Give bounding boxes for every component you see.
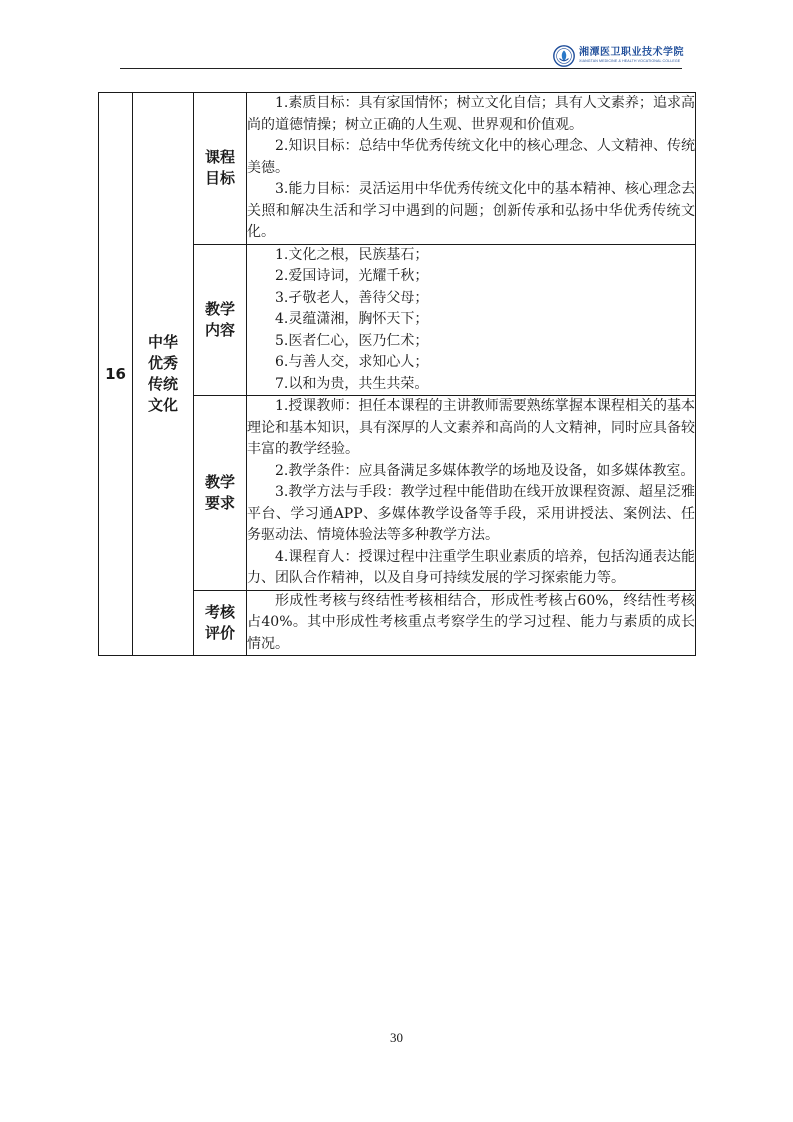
header-divider <box>120 68 682 69</box>
section-requirements <box>247 396 696 591</box>
list-item: 3.孑敬老人，善待父母； <box>275 289 429 306</box>
list-item: 6.与善人交，求知心人； <box>275 354 429 370</box>
course-name-line: 中华 <box>147 333 178 351</box>
list-item: 7.以和为贵，共生共荣。 <box>275 375 429 392</box>
requirement-paragraph: 3.教学方法与手段：教学过程中能借助在线开放课程资源、超星泛雅平台、学习通APP、多媒体教学设备等手段，采用讲授法、案例法、任务驱动法、情境体验法等多种教学方法。 <box>247 484 695 543</box>
list-item: 5.医者仁心，医乃仁术； <box>275 332 429 349</box>
requirement-paragraph: 4.课程育人：授课过程中注重学生职业素质的培养，包括沟通表达能力、团队合作精神，以及自身可持续发展的学习探索能力等。 <box>247 548 695 586</box>
course-name-line: 传统 <box>147 375 178 393</box>
objective-paragraph: 1.素质目标：具有家国情怀；树立文化自信；具有人文素养；追求高尚的道德情操；树立正确的人生观、世界观和价值观。 <box>247 95 695 133</box>
school-emblem-icon <box>553 45 575 67</box>
section-label-assessment: 考核 评价 <box>194 590 247 656</box>
course-number: 16 <box>99 93 133 656</box>
objective-paragraph: 3.能力目标：灵活运用中华优秀传统文化中的基本精神、核心理念去关照和解决生活和学习中遇到的问题；创新传承和弘扬中华优秀传统文化。 <box>247 181 695 240</box>
course-table <box>98 92 696 656</box>
course-name <box>133 93 194 656</box>
course-name-line: 优秀 <box>147 354 178 372</box>
section-objectives <box>247 93 696 245</box>
requirement-paragraph: 2.教学条件：应具备满足多媒体教学的场地及设备，如多媒体教室。 <box>275 462 695 479</box>
section-label-content: 教学 内容 <box>194 244 247 396</box>
section-label-requirements: 教学 要求 <box>194 396 247 591</box>
list-item: 1.文化之根，民族基石； <box>275 246 429 263</box>
section-label-objectives: 课程 目标 <box>194 93 247 245</box>
school-name-en: XIANGTAN MEDICINE & HEALTH VOCATIONAL COLLEGE <box>579 59 681 64</box>
course-name-line: 文化 <box>147 396 178 414</box>
assessment-paragraph: 形成性考核与终结性考核相结合，形成性考核占60%，终结性考核占40%。其中形成性考核重点考察学生的学习过程、能力与素质的成长情况。 <box>247 592 695 652</box>
page-number: 30 <box>390 1030 403 1045</box>
school-name-cn: 湘潭医卫职业技术学院 <box>579 47 684 59</box>
objective-paragraph: 2.知识目标：总结中华优秀传统文化中的核心理念、人文精神、传统美德。 <box>247 138 695 176</box>
requirement-paragraph: 1.授课教师：担任本课程的主讲教师需要熟练掌握本课程相关的基本理论和基本知识，具有深厚的人文素养和高尚的人文精神，同时应具备较丰富的教学经验。 <box>247 398 695 457</box>
list-item: 4.灵蕴潇湘，胸怀天下； <box>275 311 429 327</box>
school-logo <box>553 44 685 68</box>
list-item: 2.爱国诗词，光耀千秋； <box>275 268 429 284</box>
section-assessment <box>247 590 696 656</box>
table-row <box>99 93 696 245</box>
section-content <box>247 244 696 396</box>
